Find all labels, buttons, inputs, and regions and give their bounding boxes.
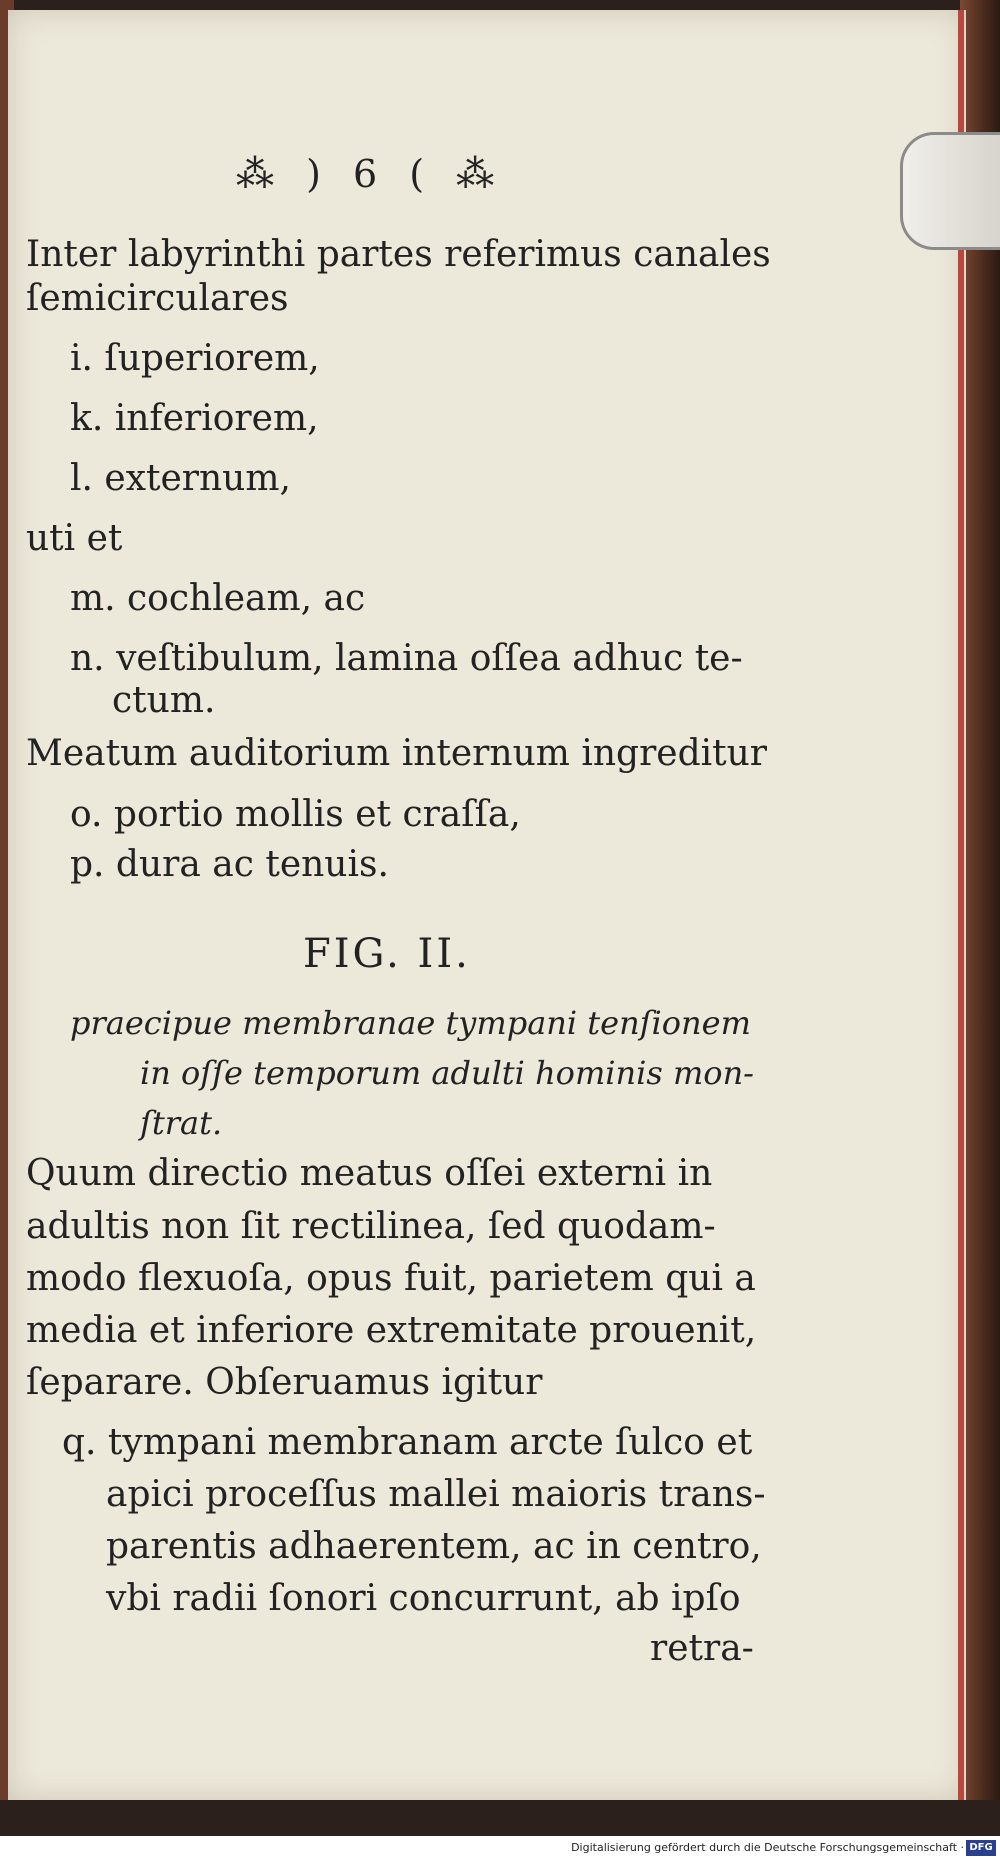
paragraph-line: adultis non ſit rectilinea, ſed quodam- bbox=[26, 1206, 716, 1247]
list-item: m. cochleam, ac bbox=[70, 578, 366, 619]
paragraph-line: apici proceſſus mallei maioris trans- bbox=[106, 1474, 766, 1515]
digitization-credit: Digitalisierung gefördert durch die Deutsche Forschungsgemeinschaft · bbox=[571, 1841, 964, 1854]
caption-line: praecipue membranae tympani tenſionem bbox=[70, 1004, 751, 1042]
figure-heading: FIG. II. bbox=[303, 931, 471, 977]
list-item: q. tympani membranam arcte ſulco et bbox=[62, 1422, 753, 1463]
paragraph-line: modo flexuoſa, opus fuit, parietem qui a bbox=[26, 1258, 756, 1299]
dfg-logo: DFG bbox=[966, 1840, 996, 1856]
text-line: Meatum auditorium internum ingreditur bbox=[26, 733, 768, 774]
book-cover-edge bbox=[960, 0, 1000, 1800]
running-head: ⁂ ) 6 ( ⁂ bbox=[236, 152, 505, 196]
paragraph-line: Quum directio meatus oſſei externi in bbox=[26, 1153, 713, 1194]
paragraph-line: media et inferiore extremitate prouenit, bbox=[26, 1310, 757, 1351]
list-item: l. externum, bbox=[70, 458, 291, 499]
list-item: p. dura ac tenuis. bbox=[70, 844, 389, 885]
page-red-edge bbox=[958, 10, 964, 1800]
paragraph-line: parentis adhaerentem, ac in centro, bbox=[106, 1526, 762, 1567]
text-line: Inter labyrinthi partes referimus canales bbox=[26, 234, 771, 275]
caption-line: ſtrat. bbox=[140, 1104, 223, 1142]
text-line: ſemicirculares bbox=[26, 278, 289, 319]
paragraph-line: vbi radii ſonori concurrunt, ab ipſo bbox=[106, 1578, 741, 1619]
list-item: n. veſtibulum, lamina oſſea adhuc te- bbox=[70, 638, 743, 679]
list-item: o. portio mollis et craſſa, bbox=[70, 794, 521, 835]
list-item: i. ſuperiorem, bbox=[70, 338, 320, 379]
page-clip bbox=[900, 132, 1000, 250]
text-line: ctum. bbox=[112, 680, 216, 721]
catchword: retra- bbox=[650, 1628, 754, 1669]
text-line: uti et bbox=[26, 518, 123, 559]
paragraph-line: ſeparare. Obſeruamus igitur bbox=[26, 1362, 543, 1403]
list-item: k. inferiorem, bbox=[70, 398, 319, 439]
caption-line: in oſſe temporum adulti hominis mon- bbox=[140, 1054, 754, 1092]
